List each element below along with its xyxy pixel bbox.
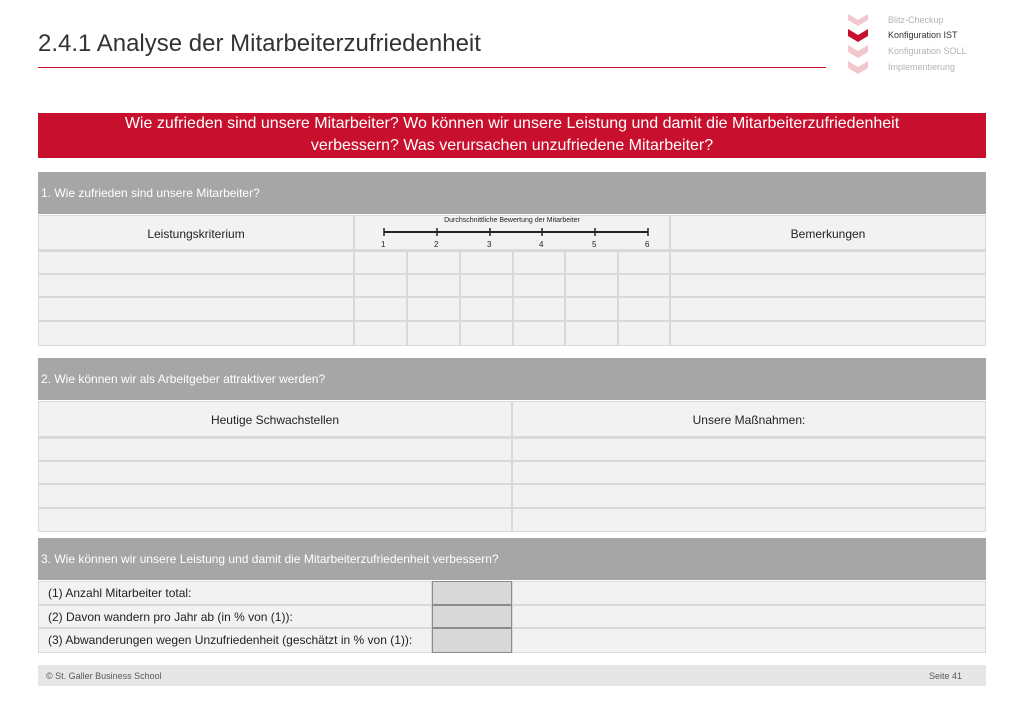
nav-item-blitz-checkup[interactable]: Blitz-Checkup bbox=[888, 15, 944, 25]
table-cell[interactable] bbox=[619, 298, 669, 320]
table-cell[interactable] bbox=[39, 462, 511, 483]
table-cell[interactable] bbox=[461, 275, 512, 296]
table-cell[interactable] bbox=[619, 275, 669, 296]
table-cell[interactable] bbox=[619, 322, 669, 345]
scale-label-6: 6 bbox=[645, 240, 650, 249]
scale-label-3: 3 bbox=[487, 240, 492, 249]
table-cell[interactable] bbox=[671, 298, 985, 320]
col-measures-header: Unsere Maßnahmen: bbox=[513, 402, 985, 436]
footer-page-number: Seite 41 bbox=[928, 671, 962, 681]
table-cell[interactable] bbox=[514, 322, 564, 345]
dissatisfaction-turnover-input[interactable] bbox=[432, 628, 512, 653]
table-cell[interactable] bbox=[671, 322, 985, 345]
table-cell[interactable] bbox=[514, 252, 564, 273]
footer-copyright: © St. Galler Business School bbox=[46, 671, 162, 681]
table-cell[interactable] bbox=[408, 298, 459, 320]
table-cell[interactable] bbox=[513, 485, 985, 507]
table-cell[interactable] bbox=[461, 252, 512, 273]
metric-label-total-employees: (1) Anzahl Mitarbeiter total: bbox=[39, 582, 431, 604]
table-cell[interactable] bbox=[355, 322, 406, 345]
table-cell[interactable] bbox=[39, 485, 511, 507]
table-cell bbox=[513, 606, 985, 627]
section2-table bbox=[38, 401, 986, 532]
nav-item-konfiguration-ist[interactable]: Konfiguration IST bbox=[888, 30, 958, 40]
table-cell[interactable] bbox=[355, 275, 406, 296]
table-cell[interactable] bbox=[566, 252, 617, 273]
title-divider bbox=[38, 67, 826, 68]
table-cell[interactable] bbox=[39, 509, 511, 531]
col-criterion-header: Leistungskriterium bbox=[39, 216, 353, 249]
section1-table bbox=[38, 215, 986, 346]
scale-label-4: 4 bbox=[539, 240, 544, 249]
table-cell[interactable] bbox=[513, 439, 985, 460]
table-cell[interactable] bbox=[408, 252, 459, 273]
table-cell[interactable] bbox=[39, 298, 353, 320]
table-cell[interactable] bbox=[39, 252, 353, 273]
table-cell[interactable] bbox=[619, 252, 669, 273]
table-cell[interactable] bbox=[513, 509, 985, 531]
table-cell bbox=[513, 582, 985, 604]
table-cell[interactable] bbox=[355, 252, 406, 273]
table-cell[interactable] bbox=[566, 275, 617, 296]
section2-heading: 2. Wie können wir als Arbeitgeber attraktiver werden? bbox=[38, 358, 986, 400]
table-cell[interactable] bbox=[461, 322, 512, 345]
table-cell[interactable] bbox=[461, 298, 512, 320]
scale-label-1: 1 bbox=[381, 240, 386, 249]
table-cell[interactable] bbox=[39, 275, 353, 296]
scale-label-5: 5 bbox=[592, 240, 597, 249]
metric-label-annual-turnover: (2) Davon wandern pro Jahr ab (in % von (1)): bbox=[39, 606, 431, 627]
metric-label-dissatisfaction-turnover: (3) Abwanderungen wegen Unzufriedenheit (geschätzt in % von (1)): bbox=[39, 629, 431, 652]
table-cell[interactable] bbox=[39, 439, 511, 460]
table-cell[interactable] bbox=[671, 275, 985, 296]
table-cell[interactable] bbox=[408, 275, 459, 296]
banner-line-1: Wie zufrieden sind unsere Mitarbeiter? Wo können wir unsere Leistung und damit die Mitarbeiterzufriedenheit bbox=[124, 115, 900, 132]
table-cell bbox=[513, 629, 985, 652]
footer-bar bbox=[38, 665, 986, 686]
table-cell[interactable] bbox=[408, 322, 459, 345]
scale-title: Durchschnittliche Bewertung der Mitarbeiter bbox=[444, 217, 580, 224]
total-employees-input[interactable] bbox=[432, 581, 512, 605]
col-weaknesses-header: Heutige Schwachstellen bbox=[39, 402, 511, 436]
table-cell[interactable] bbox=[514, 275, 564, 296]
page-title: 2.4.1 Analyse der Mitarbeiterzufriedenheit bbox=[38, 30, 481, 57]
question-banner bbox=[38, 113, 986, 158]
section3-heading: 3. Wie können wir unsere Leistung und damit die Mitarbeiterzufriedenheit verbessern? bbox=[38, 538, 986, 580]
progress-chevrons-icon bbox=[846, 12, 886, 76]
rating-scale-header bbox=[355, 216, 669, 249]
rating-scale-axis bbox=[355, 226, 669, 238]
table-cell[interactable] bbox=[514, 298, 564, 320]
table-cell[interactable] bbox=[355, 298, 406, 320]
table-cell[interactable] bbox=[566, 298, 617, 320]
annual-turnover-input[interactable] bbox=[432, 605, 512, 628]
nav-item-konfiguration-soll[interactable]: Konfiguration SOLL bbox=[888, 46, 967, 56]
table-cell[interactable] bbox=[566, 322, 617, 345]
scale-label-2: 2 bbox=[434, 240, 439, 249]
nav-item-implementierung[interactable]: Implementierung bbox=[888, 62, 956, 72]
table-cell[interactable] bbox=[39, 322, 353, 345]
table-cell[interactable] bbox=[513, 462, 985, 483]
section1-heading: 1. Wie zufrieden sind unsere Mitarbeiter? bbox=[38, 172, 986, 214]
table-cell[interactable] bbox=[671, 252, 985, 273]
banner-line-2: verbessern? Was verursachen unzufriedene Mitarbeiter? bbox=[310, 137, 714, 154]
col-remarks-header: Bemerkungen bbox=[671, 216, 985, 249]
section3-table bbox=[38, 581, 986, 653]
